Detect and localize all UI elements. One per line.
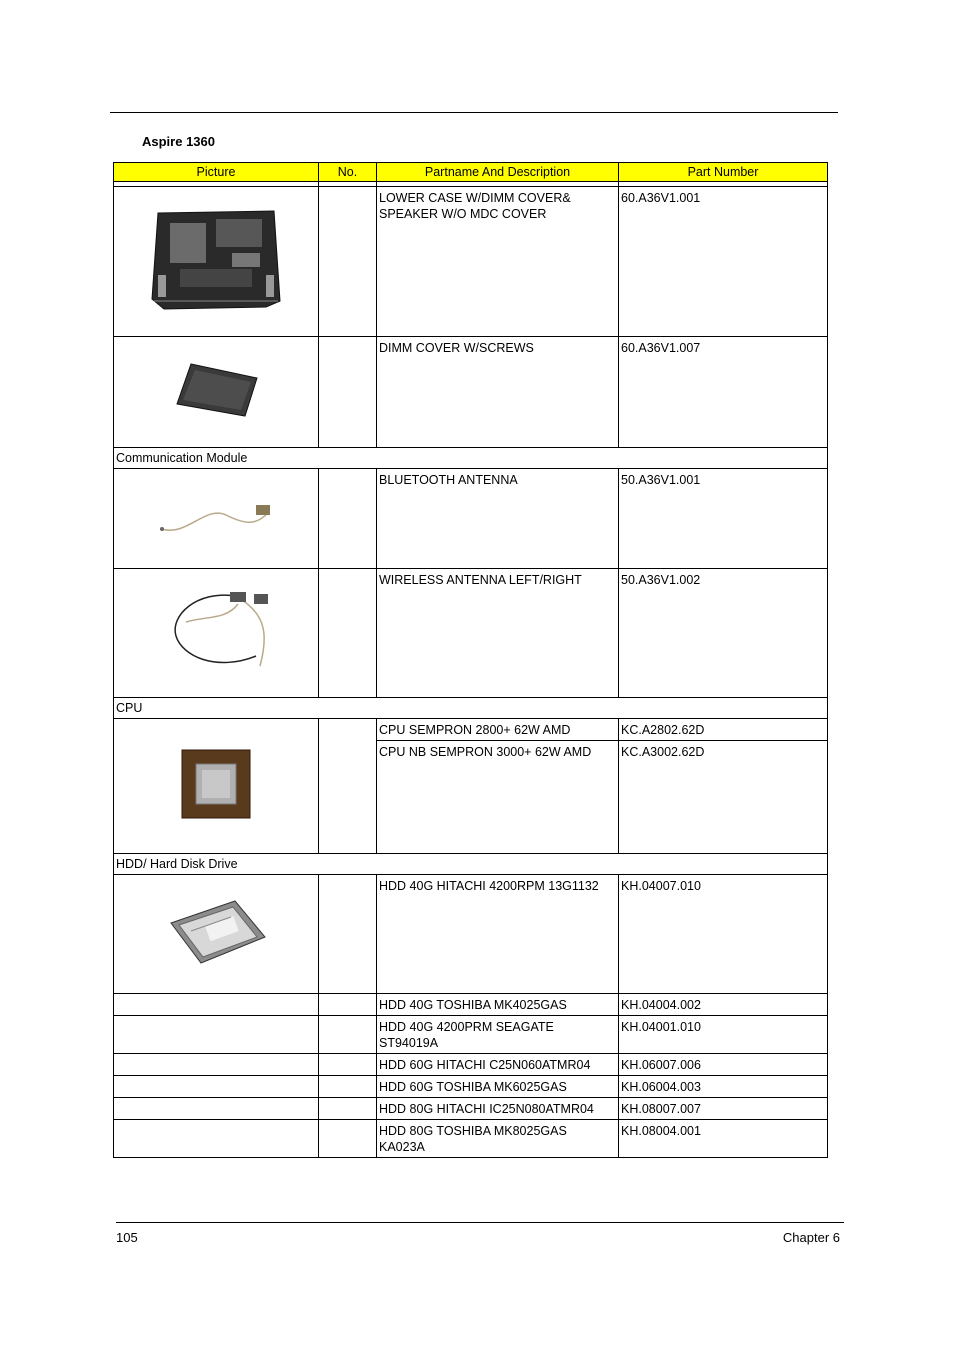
part-description: DIMM COVER W/SCREWS <box>377 337 619 448</box>
table-row <box>114 875 828 994</box>
section-cpu: CPU <box>114 698 828 719</box>
parts-table <box>113 162 828 1158</box>
table-row <box>114 1098 828 1120</box>
item-number-cell <box>319 337 377 448</box>
item-number-cell <box>319 1054 377 1076</box>
table-row <box>114 1054 828 1076</box>
table-row <box>114 719 828 741</box>
item-number-cell <box>319 719 377 854</box>
part-description: HDD 60G TOSHIBA MK6025GAS <box>377 1076 619 1098</box>
section-row <box>114 698 828 719</box>
part-description: HDD 60G HITACHI C25N060ATMR04 <box>377 1054 619 1076</box>
col-header-picture: Picture <box>114 163 319 182</box>
cpu-image <box>114 719 319 854</box>
picture-cell <box>114 1098 319 1120</box>
part-number: KH.08007.007 <box>619 1098 828 1120</box>
table-header-row <box>114 163 828 182</box>
part-description: HDD 80G TOSHIBA MK8025GAS KA023A <box>377 1120 619 1158</box>
item-number-cell <box>319 469 377 569</box>
item-number-cell <box>319 1016 377 1054</box>
part-description: CPU NB SEMPRON 3000+ 62W AMD <box>377 741 619 854</box>
part-number: 50.A36V1.001 <box>619 469 828 569</box>
section-hdd: HDD/ Hard Disk Drive <box>114 854 828 875</box>
table-row <box>114 1076 828 1098</box>
picture-cell <box>114 994 319 1016</box>
part-number: KC.A2802.62D <box>619 719 828 741</box>
part-number: KH.06007.006 <box>619 1054 828 1076</box>
col-header-description: Partname And Description <box>377 163 619 182</box>
col-header-no: No. <box>319 163 377 182</box>
part-number: KH.08004.001 <box>619 1120 828 1158</box>
section-row <box>114 854 828 875</box>
part-number: 60.A36V1.001 <box>619 187 828 337</box>
part-description: HDD 40G HITACHI 4200RPM 13G1132 <box>377 875 619 994</box>
item-number-cell <box>319 994 377 1016</box>
table-row <box>114 1120 828 1158</box>
picture-cell <box>114 1076 319 1098</box>
dimm-cover-image <box>114 337 319 448</box>
part-number: KH.04007.010 <box>619 875 828 994</box>
part-description: HDD 40G TOSHIBA MK4025GAS <box>377 994 619 1016</box>
part-number: KC.A3002.62D <box>619 741 828 854</box>
item-number-cell <box>319 187 377 337</box>
item-number-cell <box>319 1098 377 1120</box>
part-description: BLUETOOTH ANTENNA <box>377 469 619 569</box>
table-row <box>114 337 828 448</box>
picture-cell <box>114 1054 319 1076</box>
item-number-cell <box>319 569 377 698</box>
hdd-image <box>114 875 319 994</box>
part-description: WIRELESS ANTENNA LEFT/RIGHT <box>377 569 619 698</box>
table-row <box>114 569 828 698</box>
table-row <box>114 994 828 1016</box>
part-description: LOWER CASE W/DIMM COVER& SPEAKER W/O MDC COVER <box>377 187 619 337</box>
table-row <box>114 469 828 569</box>
picture-cell <box>114 1120 319 1158</box>
item-number-cell <box>319 1076 377 1098</box>
part-description: HDD 80G HITACHI IC25N080ATMR04 <box>377 1098 619 1120</box>
part-number: 60.A36V1.007 <box>619 337 828 448</box>
part-number: KH.04001.010 <box>619 1016 828 1054</box>
part-number: KH.04004.002 <box>619 994 828 1016</box>
model-title: Aspire 1360 <box>142 134 215 149</box>
picture-cell <box>114 1016 319 1054</box>
wireless-antenna-image <box>114 569 319 698</box>
part-description: CPU SEMPRON 2800+ 62W AMD <box>377 719 619 741</box>
col-header-part-number: Part Number <box>619 163 828 182</box>
table-row <box>114 187 828 337</box>
part-description: HDD 40G 4200PRM SEAGATE ST94019A <box>377 1016 619 1054</box>
lower-case-image <box>114 187 319 337</box>
section-row <box>114 448 828 469</box>
page-number: 105 <box>116 1230 138 1245</box>
part-number: KH.06004.003 <box>619 1076 828 1098</box>
footer-rule <box>116 1222 844 1223</box>
bluetooth-antenna-image <box>114 469 319 569</box>
chapter-label: Chapter 6 <box>782 1230 840 1245</box>
part-number: 50.A36V1.002 <box>619 569 828 698</box>
header-rule <box>110 112 838 113</box>
section-communication-module: Communication Module <box>114 448 828 469</box>
item-number-cell <box>319 875 377 994</box>
item-number-cell <box>319 1120 377 1158</box>
table-row <box>114 1016 828 1054</box>
